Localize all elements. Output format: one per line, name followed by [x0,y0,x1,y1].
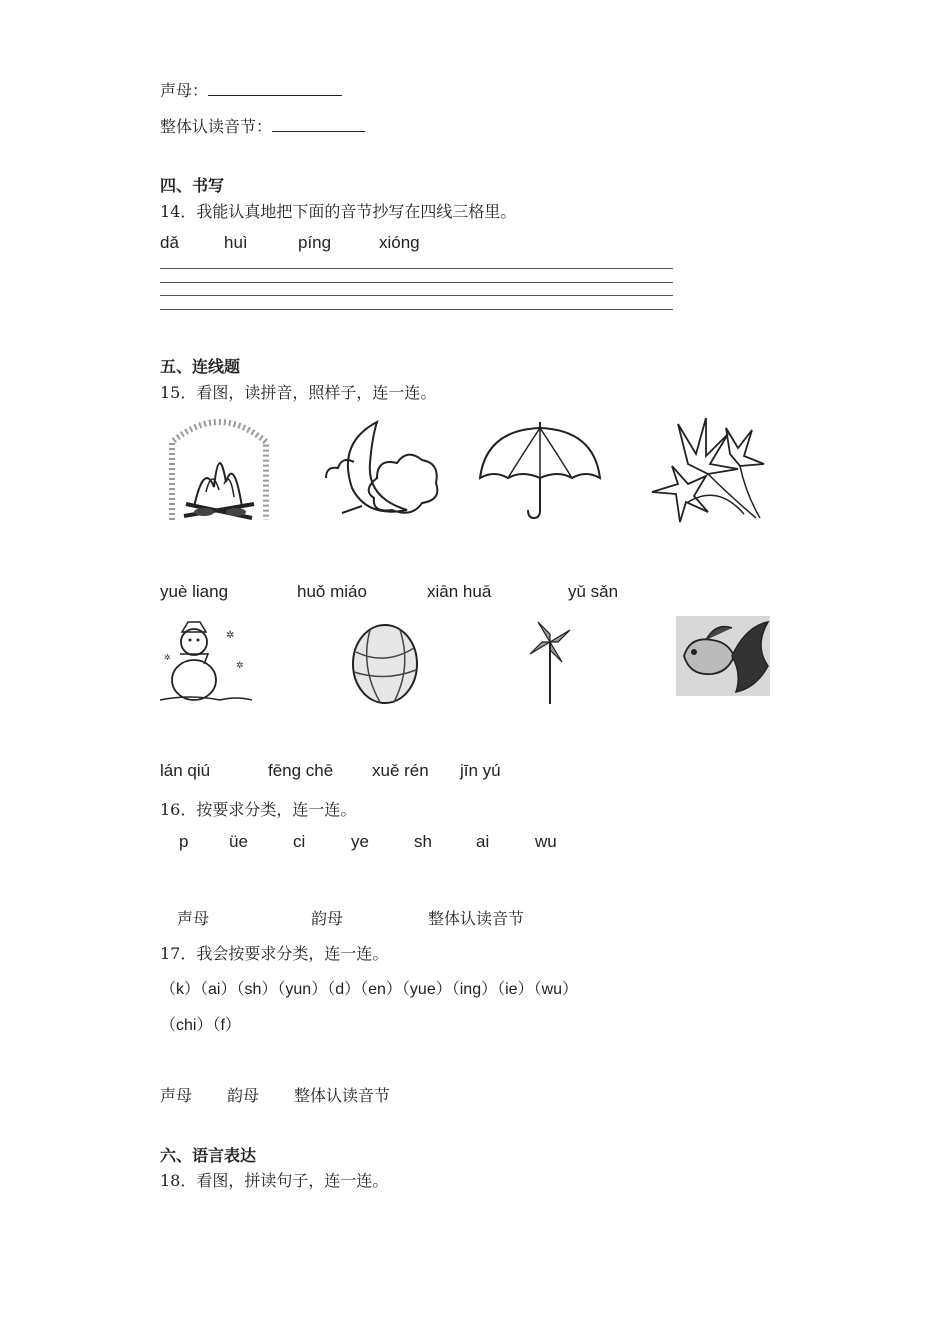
q16-item-ci[interactable]: ci [293,832,306,851]
svg-text:✲: ✲ [226,630,235,641]
snowman-icon [160,620,252,704]
svg-text:✲: ✲ [164,653,171,662]
umbrella-icon [476,422,604,522]
grid-line-3 [160,295,673,296]
pinyin-lan-qiu[interactable]: lán qiú [160,761,211,780]
svg-text:✲: ✲ [236,661,244,671]
pinyin-jin-yu[interactable]: jīn yú [460,761,501,780]
q17-item-yun[interactable]: （yun） [277,981,328,998]
q17-item-sh[interactable]: （sh） [236,981,278,998]
question-15: 15．看图，读拼音，照样子，连一连。 [160,383,437,402]
pinyin-yue-liang[interactable]: yuè liang [160,582,229,601]
q16-item-sh[interactable]: sh [414,832,432,851]
q17-item-ai[interactable]: （ai） [200,981,237,998]
q17-item-chi[interactable]: （chi） [160,1017,213,1034]
shengmu-answer-row [160,78,342,101]
goldfish-icon [676,616,770,696]
pinwheel-icon [528,620,572,706]
campfire-icon [164,412,274,524]
pinyin-xian-hua[interactable]: xiān huā [427,582,492,601]
grid-line-1 [160,268,673,269]
q17-category-zhengti[interactable]: 整体认读音节 [294,1086,391,1105]
q17-item-ie[interactable]: （ie） [497,981,534,998]
question-17: 17．我会按要求分类，连一连。 [160,944,389,963]
grid-line-2 [160,282,673,283]
question-16: 16．按要求分类，连一连。 [160,800,357,819]
syllable-da: dǎ [160,233,179,252]
pinyin-huo-miao[interactable]: huǒ miáo [297,582,367,601]
q17-item-f[interactable]: （f） [212,1017,241,1034]
pinyin-xue-ren[interactable]: xuě rén [372,761,429,780]
grid-line-4 [160,309,673,310]
q17-item-en[interactable]: （en） [360,981,402,998]
zhengti-label: 整体认读音节： [160,117,273,136]
zhengti-blank[interactable] [272,117,365,132]
q17-item-ing[interactable]: （ing） [451,981,498,998]
section5-title: 五、连线题 [160,357,241,376]
q17-items-row1 [160,976,578,999]
q17-category-shengmu[interactable]: 声母 [160,1086,193,1105]
q17-item-k[interactable]: （k） [160,981,201,998]
q16-item-p[interactable]: p [179,832,189,851]
q16-item-ai[interactable]: ai [476,832,490,851]
q17-item-yue[interactable]: （yue） [401,981,452,998]
q16-item-wu[interactable]: wu [535,832,557,851]
section4-title: 四、书写 [160,176,225,195]
q17-item-d[interactable]: （d） [327,981,361,998]
zhengti-answer-row [160,114,365,137]
q16-item-ye[interactable]: ye [351,832,369,851]
q17-item-wu[interactable]: （wu） [533,981,579,998]
lily-flowers-icon [648,414,766,526]
shengmu-blank[interactable] [208,81,342,96]
shengmu-label: 声母： [160,81,209,100]
q17-category-yunmu[interactable]: 韵母 [227,1086,260,1105]
pinyin-yu-san[interactable]: yǔ sǎn [568,582,619,601]
section6-title: 六、语言表达 [160,1146,257,1165]
q16-item-ue[interactable]: üe [229,832,248,851]
pinyin-feng-che[interactable]: fēng chē [268,761,334,780]
q16-category-zhengti[interactable]: 整体认读音节 [428,909,525,928]
q17-items-row2 [160,1012,241,1035]
syllable-hui: huì [224,233,248,252]
question-14: 14．我能认真地把下面的音节抄写在四线三格里。 [160,202,517,221]
moon-cloud-icon [322,418,442,526]
q16-category-shengmu[interactable]: 声母 [177,909,210,928]
basketball-icon [350,622,420,706]
syllable-ping: píng [298,233,332,252]
question-18: 18．看图，拼读句子，连一连。 [160,1171,389,1190]
syllable-xiong: xióng [379,233,420,252]
q16-category-yunmu[interactable]: 韵母 [311,909,344,928]
